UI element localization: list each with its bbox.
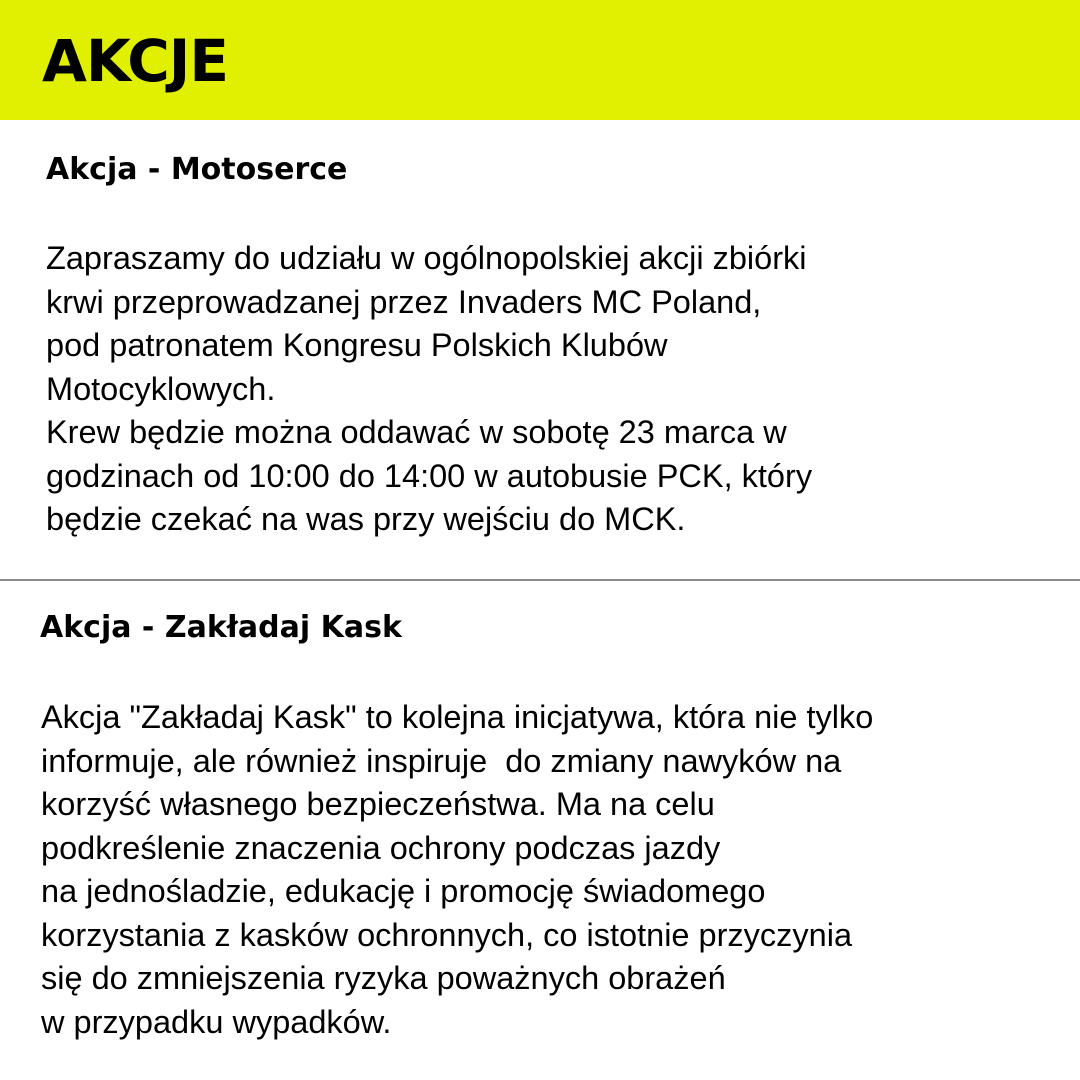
body-line: korzyść własnego bezpieczeństwa. Ma na celu [41, 786, 715, 822]
section-body-motoserce [46, 237, 812, 542]
body-line: godzinach od 10:00 do 14:00 w autobusie PCK, który [46, 457, 813, 494]
body-line: Zapraszamy do udziału w ogólnopolskiej akcji zbiórki [46, 240, 807, 276]
body-line: korzystania z kasków ochronnych, co istotnie przyczynia [41, 916, 853, 953]
body-line: się do zmniejszenia ryzyka poważnych obrażeń [41, 960, 726, 996]
body-line: Krew będzie można oddawać w sobotę 23 marca w [46, 414, 787, 450]
body-line: Motocyklowych. [46, 370, 276, 407]
body-line: krwi przeprowadzanej przez Invaders MC Poland, [46, 283, 762, 320]
body-line: pod patronatem Kongresu Polskich Klubów [46, 327, 668, 363]
body-line: na jednośladzie, edukację i promocję świadomego [41, 873, 766, 909]
body-line: podkreślenie znaczenia ochrony podczas jazdy [41, 829, 721, 866]
section-body-zakladaj-kask [41, 696, 873, 1044]
section-zakladaj-kask [0, 581, 1080, 1080]
page-title: AKCJE [42, 27, 228, 95]
body-line: Akcja "Zakładaj Kask" to kolejna inicjatywa, która nie tylko [41, 699, 874, 735]
section-heading-zakladaj-kask: Akcja - Zakładaj Kask [40, 610, 402, 645]
header-banner [0, 0, 1080, 120]
body-line: w przypadku wypadków. [41, 1003, 392, 1040]
section-heading-motoserce: Akcja - Motoserce [46, 152, 348, 187]
body-line: będzie czekać na was przy wejściu do MCK. [46, 501, 686, 537]
body-line: informuje, ale również inspiruje do zmiany nawyków na [41, 742, 842, 779]
section-motoserce [0, 120, 1080, 579]
